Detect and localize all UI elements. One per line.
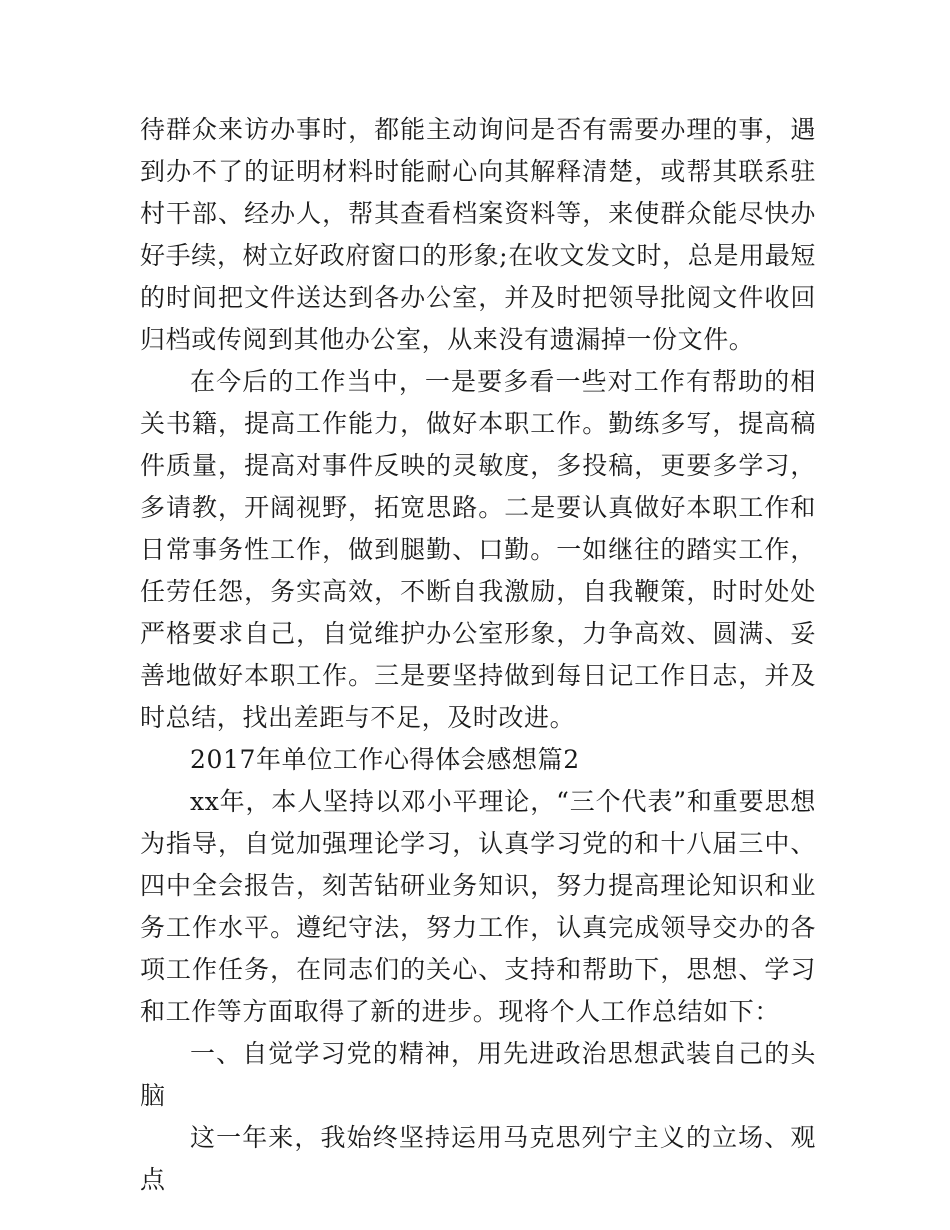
- paragraph-future-work: 在今后的工作当中，一是要多看一些对工作有帮助的相关书籍，提高工作能力，做好本职工作。勤练多写，提高稿件质量，提高对事件反映的灵敏度，多投稿，更要多学习，多请教，开阔视野，拓宽思路。二是要认真做好本职工作和日常事务性工作，做到腿勤、口勤。一如继往的踏实工作，任劳任怨，务实高效，不断自我激励，自我鞭策，时时处处严格要求自己，自觉维护办公室形象，力争高效、圆满、妥善地做好本职工作。三是要坚持做到每日记工作日志，并及时总结，找出差距与不足，及时改进。: [140, 367, 816, 732]
- subsection-heading: 一、自觉学习党的精神，用先进政治思想武装自己的头脑: [140, 1039, 816, 1110]
- paragraph-summary-intro: xx年，本人坚持以邓小平理论，“三个代表”和重要思想为指导，自觉加强理论学习，认真学习党的和十八届三中、四中全会报告，刻苦钻研业务知识，努力提高理论知识和业务工作水平。遵纪守法，努力工作，认真完成领导交办的各项工作任务，在同志们的关心、支持和帮助下，思想、学习和工作等方面取得了新的进步。现将个人工作总结如下：: [140, 787, 816, 1026]
- paragraph-continuation: 待群众来访办事时，都能主动询问是否有需要办理的事，遇到办不了的证明材料时能耐心向其解释清楚，或帮其联系驻村干部、经办人，帮其查看档案资料等，来使群众能尽快办好手续，树立好政府窗口的形象;在收文发文时，总是用最短的时间把文件送达到各办公室，并及时把领导批阅文件收回归档或传阅到其他办公室，从来没有遗漏掉一份文件。: [140, 115, 816, 354]
- paragraph-study: 这一年来，我始终坚持运用马克思列宁主义的立场、观点: [140, 1123, 816, 1194]
- section-heading: 2017年单位工作心得体会感想篇2: [190, 745, 580, 774]
- document-body: [140, 109, 816, 1201]
